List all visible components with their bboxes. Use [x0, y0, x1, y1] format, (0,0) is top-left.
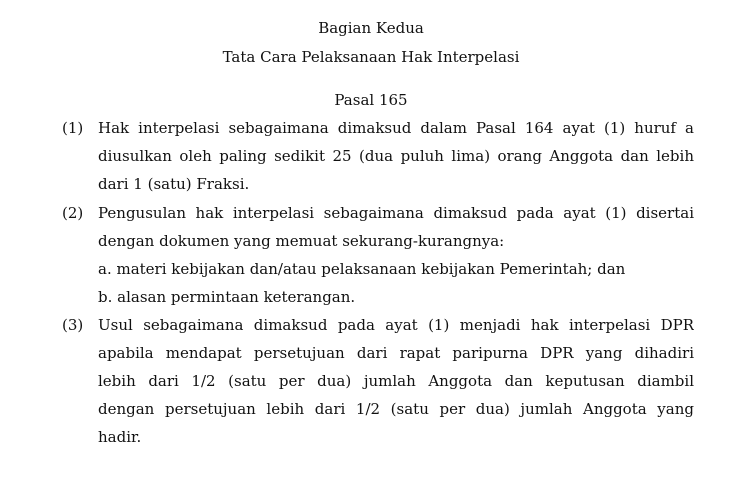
- part-heading: Bagian Kedua: [318, 19, 424, 37]
- clause-line: Pengusulan hak interpelasi sebagaimana dimaksud pada ayat (1) disertai: [98, 204, 694, 222]
- list-item: b. alasan permintaan keterangan.: [98, 288, 356, 306]
- clause-line: diusulkan oleh paling sedikit 25 (dua puluh lima) orang Anggota dan lebih: [98, 147, 694, 165]
- clause-line: hadir.: [98, 428, 142, 446]
- part-title: Tata Cara Pelaksanaan Hak Interpelasi: [222, 48, 520, 66]
- clause-line: dari 1 (satu) Fraksi.: [98, 175, 250, 193]
- clause-number: (1): [62, 119, 84, 137]
- clause-line: dengan persetujuan lebih dari 1/2 (satu per dua) jumlah Anggota yang: [98, 400, 694, 418]
- clause-number: (2): [62, 204, 84, 222]
- clause-line: Usul sebagaimana dimaksud pada ayat (1) menjadi hak interpelasi DPR: [98, 316, 694, 334]
- list-item: a. materi kebijakan dan/atau pelaksanaan kebijakan Pemerintah; dan: [98, 260, 626, 278]
- clause-line: dengan dokumen yang memuat sekurang-kurangnya:: [98, 232, 505, 250]
- clause-line: Hak interpelasi sebagaimana dimaksud dalam Pasal 164 ayat (1) huruf a: [98, 119, 694, 137]
- clause-line: apabila mendapat persetujuan dari rapat paripurna DPR yang dihadiri: [98, 344, 694, 362]
- article-heading: Pasal 165: [334, 91, 408, 109]
- clause-line: lebih dari 1/2 (satu per dua) jumlah Anggota dan keputusan diambil: [98, 372, 694, 390]
- clause-number: (3): [62, 316, 84, 334]
